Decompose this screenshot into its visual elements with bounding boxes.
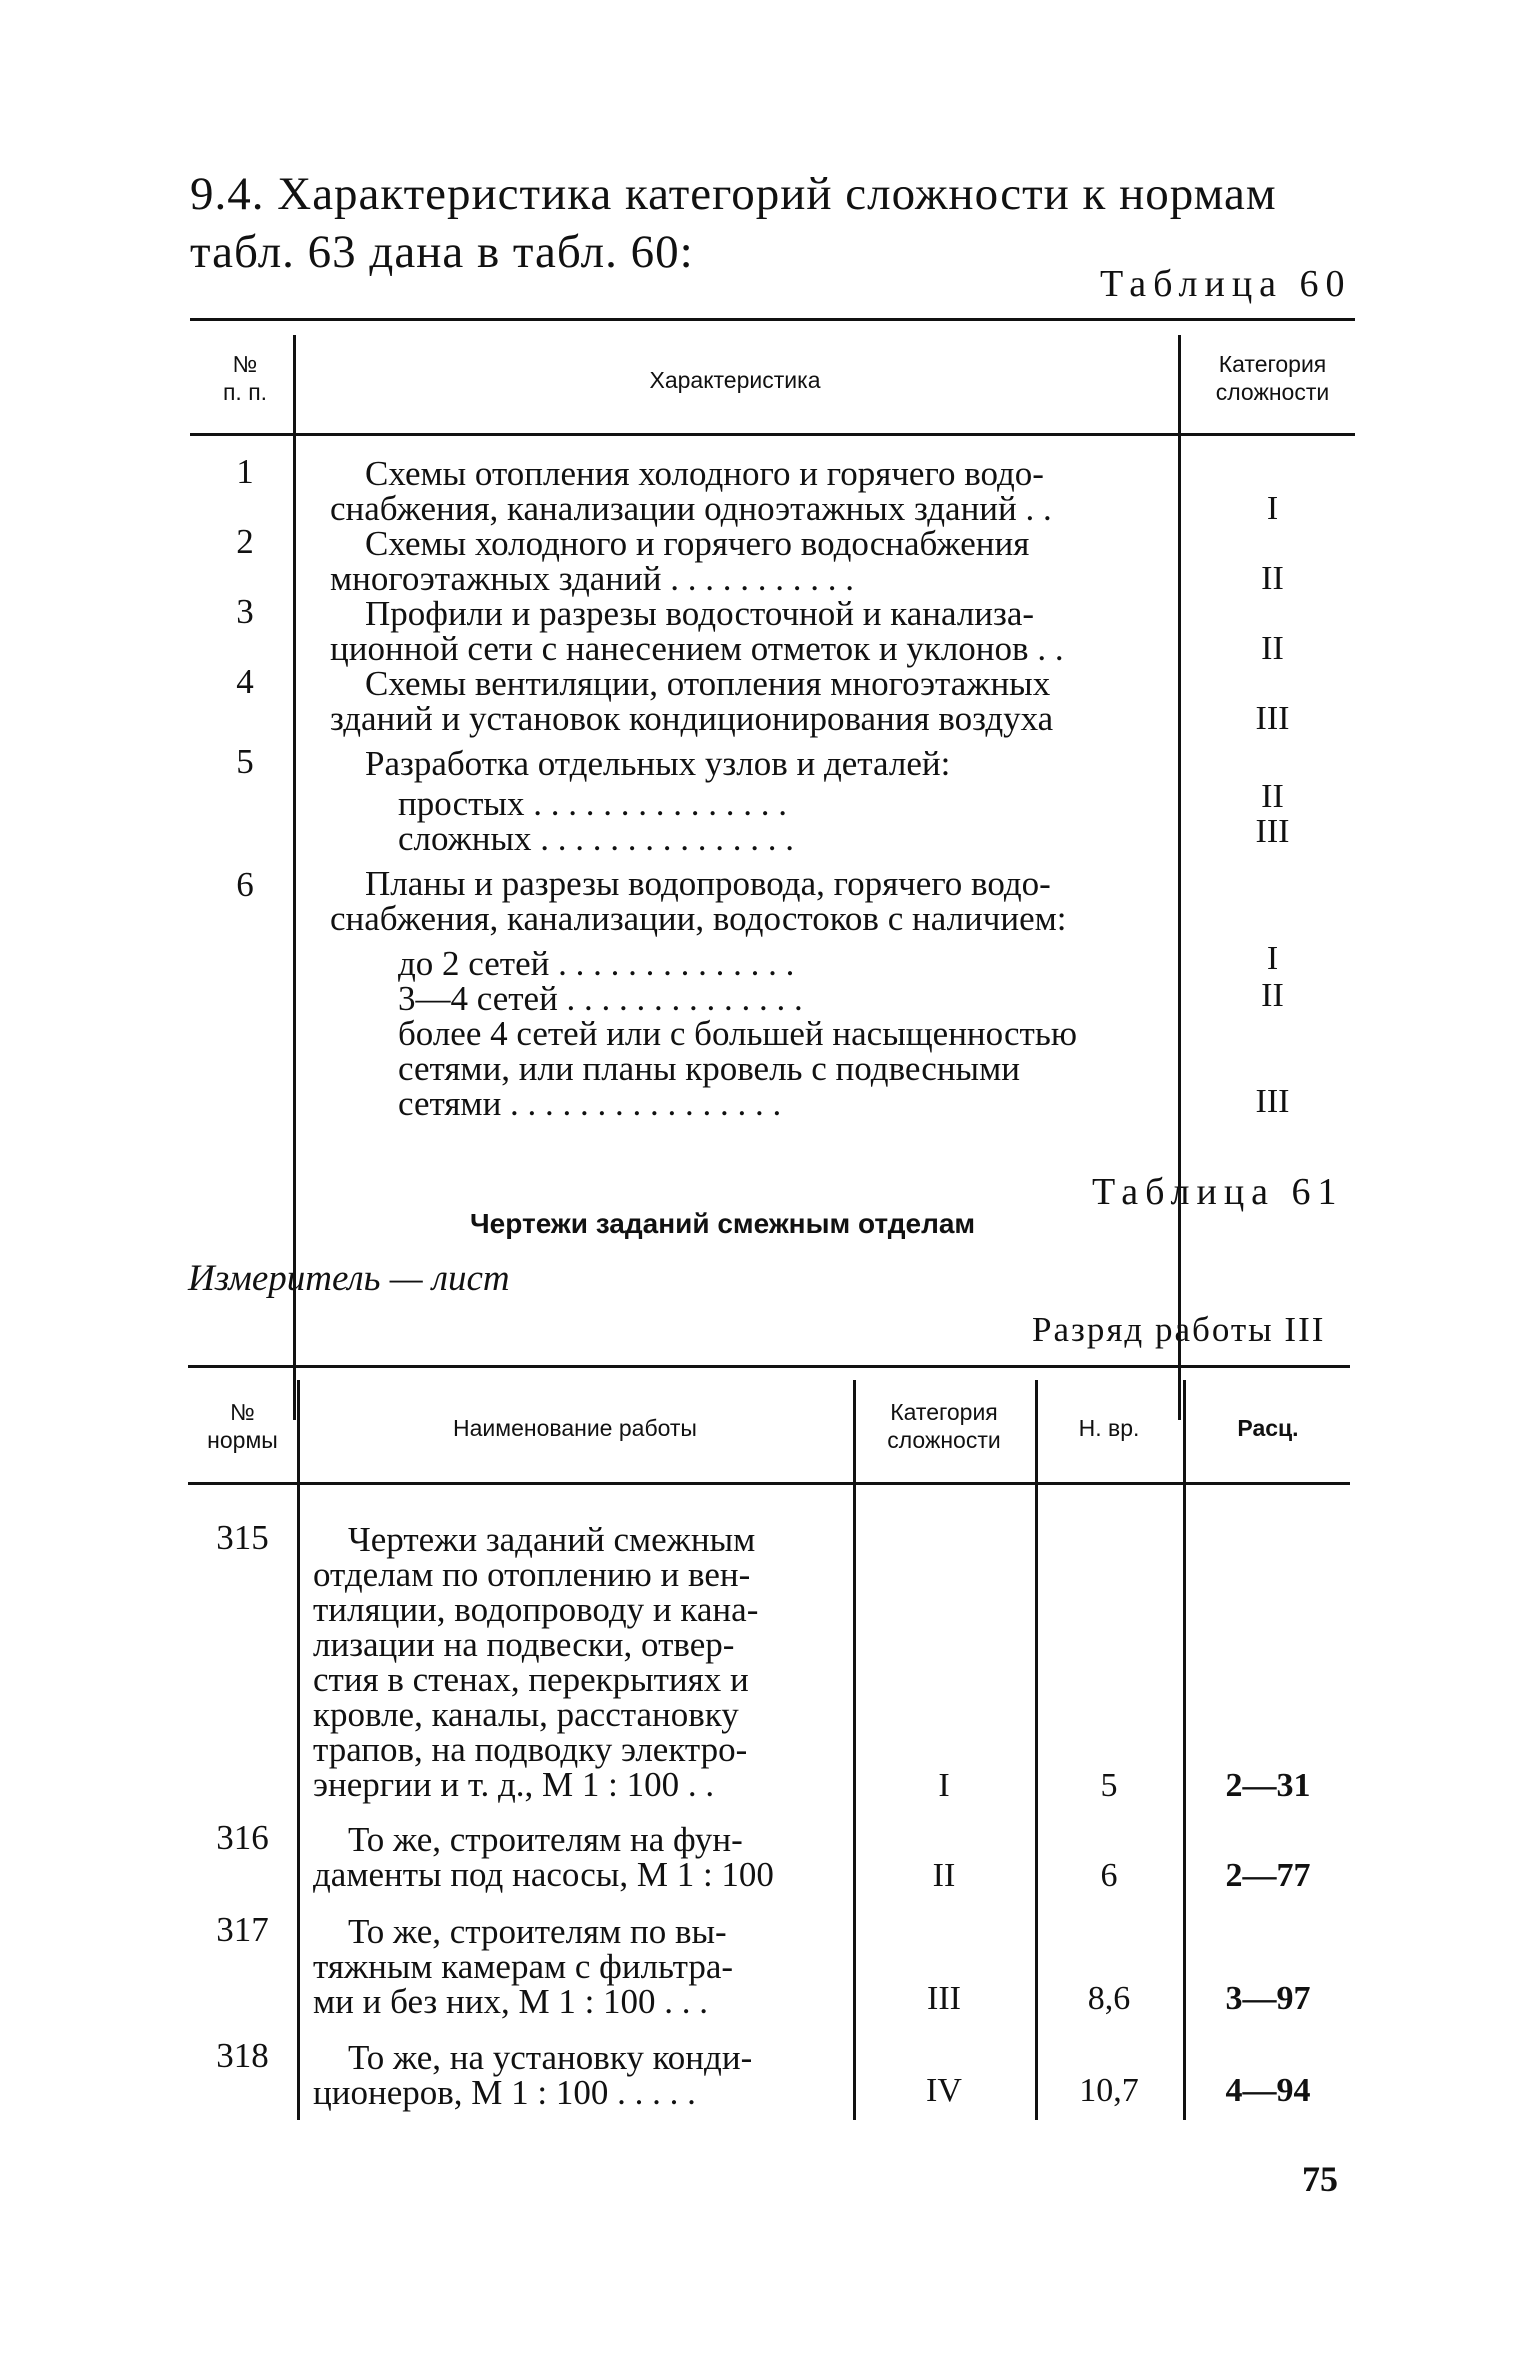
table-61-rate: 2—77: [1225, 1857, 1311, 1894]
table-60-row-number: 1: [236, 452, 254, 491]
table-61-row-number: 318: [216, 2036, 269, 2075]
table-61-header-category: [856, 1398, 1032, 1454]
table-61-row-number: 316: [216, 1818, 269, 1857]
table-61-text-line: лизации на подвески, отвер-: [313, 1625, 735, 1664]
table-60-text-line: многоэтажных зданий . . . . . . . . . . .: [330, 559, 854, 598]
table-60-divider-right: [1178, 335, 1181, 1420]
header-num-line-2: нормы: [207, 1427, 278, 1453]
table-61-meter: Измеритель — лист: [188, 1258, 510, 1299]
table-61-title: Чертежи заданий смежным отделам: [470, 1208, 976, 1239]
table-60-category: II: [1261, 630, 1284, 667]
table-60-header-num: [200, 350, 290, 406]
table-61-hvr: 8,6: [1087, 1980, 1131, 2017]
table-60-text-line: Планы и разрезы водопровода, горячего водо-: [365, 864, 1051, 903]
table-61-row-number: 315: [216, 1518, 269, 1557]
header-cat-line-2: сложности: [887, 1427, 1001, 1453]
table-60-category: III: [1255, 813, 1290, 850]
table-60-text-line: сложных . . . . . . . . . . . . . . .: [398, 819, 795, 858]
table-61-top-rule: [188, 1365, 1350, 1368]
table-61-header-num: [190, 1398, 295, 1454]
table-61-text-line: тиляции, водопроводу и кана-: [313, 1590, 759, 1629]
table-60-text-line: 3—4 сетей . . . . . . . . . . . . . .: [398, 979, 803, 1018]
table-61-text-line: ционеров, М 1 : 100 . . . . .: [313, 2073, 696, 2112]
heading-line-2: табл. 63 дана в табл. 60:: [190, 226, 694, 278]
heading-line-1: 9.4. Характеристика категорий сложности к нормам: [190, 168, 1277, 220]
table-61-text-line: энергии и т. д., М 1 : 100 . .: [313, 1765, 715, 1804]
table-61-category: IV: [926, 2072, 962, 2109]
table-61-category: I: [938, 1767, 950, 1804]
table-60-category: III: [1255, 1083, 1290, 1120]
table-61-row-number: 317: [216, 1910, 269, 1949]
table-61-text-line: тяжным камерам с фильтра-: [313, 1947, 734, 1986]
table-60-text-line: Профили и разрезы водосточной и канализа-: [365, 594, 1035, 633]
table-60-category: II: [1261, 778, 1284, 815]
table-61-text-line: То же, строителям по вы-: [348, 1912, 727, 1951]
table-61-divider-1: [297, 1380, 300, 2120]
table-60-category: I: [1266, 490, 1279, 527]
table-61-text-line: Чертежи заданий смежным: [348, 1520, 756, 1559]
table-60-category: II: [1261, 560, 1284, 597]
page-number: 75: [1302, 2159, 1338, 2199]
table-60-text-line: Схемы холодного и горячего водоснабжения: [365, 524, 1030, 563]
table-61-text-line: даменты под насосы, М 1 : 100: [313, 1855, 774, 1894]
table-61-header-name: Наименование работы: [453, 1415, 697, 1441]
table-60-category: III: [1255, 700, 1290, 737]
table-61-header-rate: Расц.: [1237, 1415, 1299, 1441]
table-60-text-line: снабжения, канализации одноэтажных зданий . .: [330, 489, 1052, 528]
table-60-text-line: более 4 сетей или с большей насыщенностью: [398, 1014, 1077, 1053]
table-61-category: III: [927, 1980, 961, 2017]
table-60-text-line: Схемы вентиляции, отопления многоэтажных: [365, 664, 1051, 703]
table-60-row-number: 6: [236, 865, 254, 904]
table-61-header-rule: [188, 1482, 1350, 1485]
table-60-text-line: сетями, или планы кровель с подвесными: [398, 1049, 1020, 1088]
table-61-text-line: трапов, на подводку электро-: [313, 1730, 748, 1769]
table-60-header-category: [1185, 350, 1360, 406]
table-60-header-characteristic: Характеристика: [649, 367, 821, 393]
table-61-hvr: 10,7: [1079, 2072, 1139, 2109]
table-60-caption: Таблица 60: [1100, 263, 1352, 305]
table-60-text-line: сетями . . . . . . . . . . . . . . . .: [398, 1084, 782, 1123]
table-60-text-line: Схемы отопления холодного и горячего водо-: [365, 454, 1044, 493]
table-60-text-line: ционной сети с нанесением отметок и уклонов . .: [330, 629, 1064, 668]
table-61-text-line: стия в стенах, перекрытиях и: [313, 1660, 749, 1699]
table-60-row-number: 2: [236, 522, 254, 561]
table-61-hvr: 6: [1100, 1857, 1118, 1894]
table-61-header-hvr: Н. вр.: [1078, 1415, 1140, 1441]
header-num-line-1: №: [232, 351, 258, 377]
table-61-caption: Таблица 61: [1092, 1171, 1344, 1213]
header-cat-line-1: Категория: [890, 1399, 998, 1425]
table-60-row-number: 3: [236, 592, 254, 631]
table-60-text-line: до 2 сетей . . . . . . . . . . . . . .: [398, 944, 795, 983]
table-61-rate: 4—94: [1225, 2072, 1311, 2109]
header-cat-line-2: сложности: [1215, 379, 1330, 405]
table-60-category: I: [1266, 940, 1279, 977]
table-61-text-line: ми и без них, М 1 : 100 . . .: [313, 1982, 709, 2021]
table-60-row-number: 4: [236, 662, 254, 701]
table-61-text-line: То же, на установку конди-: [348, 2038, 753, 2077]
header-num-line-2: п. п.: [222, 379, 268, 405]
table-61-text-line: То же, строителям на фун-: [348, 1820, 743, 1859]
table-61-rank: Разряд работы III: [1032, 1310, 1326, 1349]
table-61-rate: 3—97: [1225, 1980, 1311, 2017]
table-60-text-line: Разработка отдельных узлов и деталей:: [365, 744, 951, 783]
table-61-rate: 2—31: [1225, 1767, 1311, 1804]
table-61-hvr: 5: [1100, 1767, 1118, 1804]
table-60-text-line: простых . . . . . . . . . . . . . . .: [398, 784, 787, 823]
header-num-line-1: №: [230, 1399, 255, 1425]
table-60-category: II: [1261, 977, 1284, 1014]
table-60-text-line: зданий и установок кондиционирования воздуха: [330, 699, 1054, 738]
table-60-text-line: снабжения, канализации, водостоков с наличием:: [330, 899, 1067, 938]
table-61-text-line: отделам по отоплению и вен-: [313, 1555, 751, 1594]
table-60-top-rule: [190, 318, 1355, 321]
header-cat-line-1: Категория: [1218, 351, 1327, 377]
table-61-category: II: [932, 1857, 956, 1894]
table-61-text-line: кровле, каналы, расстановку: [313, 1695, 739, 1734]
table-60-row-number: 5: [236, 742, 254, 781]
